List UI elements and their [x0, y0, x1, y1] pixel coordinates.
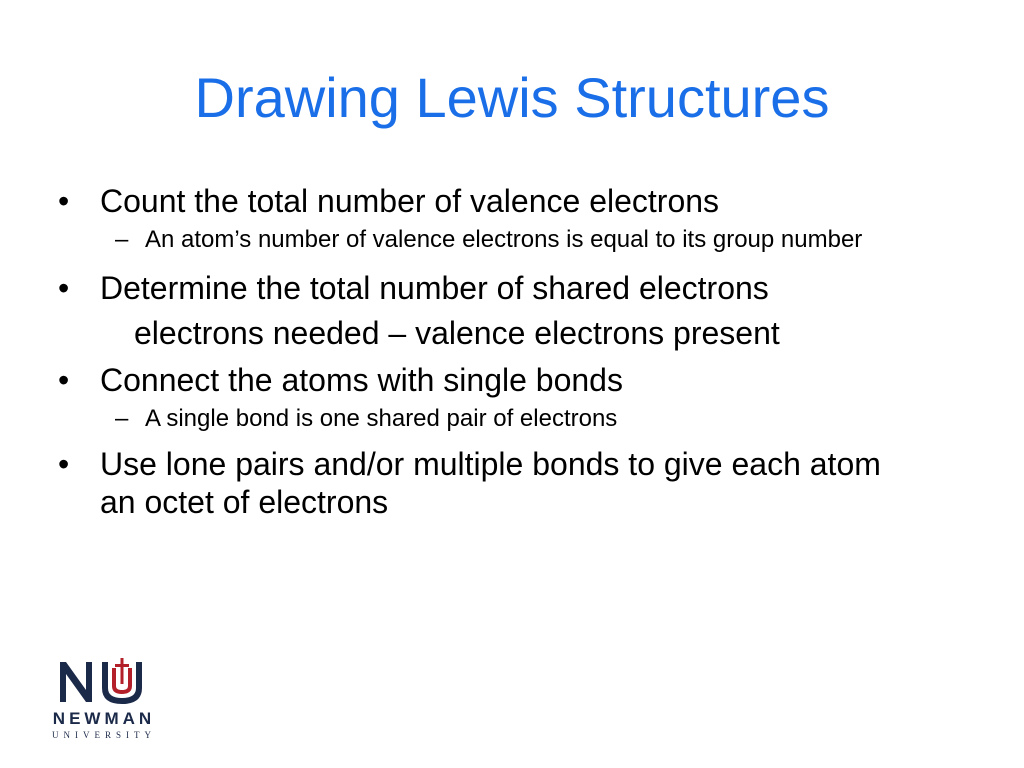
bullet-continuation: electrons needed – valence electrons present	[134, 315, 780, 351]
bullet-icon: •	[58, 362, 70, 398]
bullet-icon: •	[58, 183, 70, 219]
slide-title: Drawing Lewis Structures	[194, 66, 830, 129]
slide-content	[58, 182, 958, 521]
dash-icon: –	[115, 226, 129, 253]
bullet-text: Use lone pairs and/or multiple bonds to give each atom an octet of electrons	[100, 446, 881, 520]
logo-subtitle: UNIVERSITY	[52, 730, 156, 740]
nu-monogram-icon	[38, 654, 170, 710]
sub-point-text: A single bond is one shared pair of electrons	[145, 405, 618, 432]
newman-university-logo	[38, 654, 170, 740]
bullet-point-1	[58, 182, 958, 220]
bullet-text: Count the total number of valence electrons	[100, 183, 720, 219]
dash-icon: –	[115, 405, 129, 432]
bullet-icon: •	[58, 270, 70, 306]
bullet-point-2	[58, 269, 958, 307]
bullet-text: Connect the atoms with single bonds	[100, 362, 623, 398]
logo-wordmark: NEWMAN	[52, 709, 156, 728]
bullet-point-3	[58, 361, 958, 399]
bullet-icon: •	[58, 446, 70, 482]
sub-point-1	[58, 222, 958, 257]
bullet-text: Determine the total number of shared electrons	[100, 270, 769, 306]
sub-point-text: An atom’s number of valence electrons is equal to its group number	[145, 226, 863, 253]
bullet-point-4	[58, 445, 900, 521]
sub-point-3	[58, 401, 958, 436]
